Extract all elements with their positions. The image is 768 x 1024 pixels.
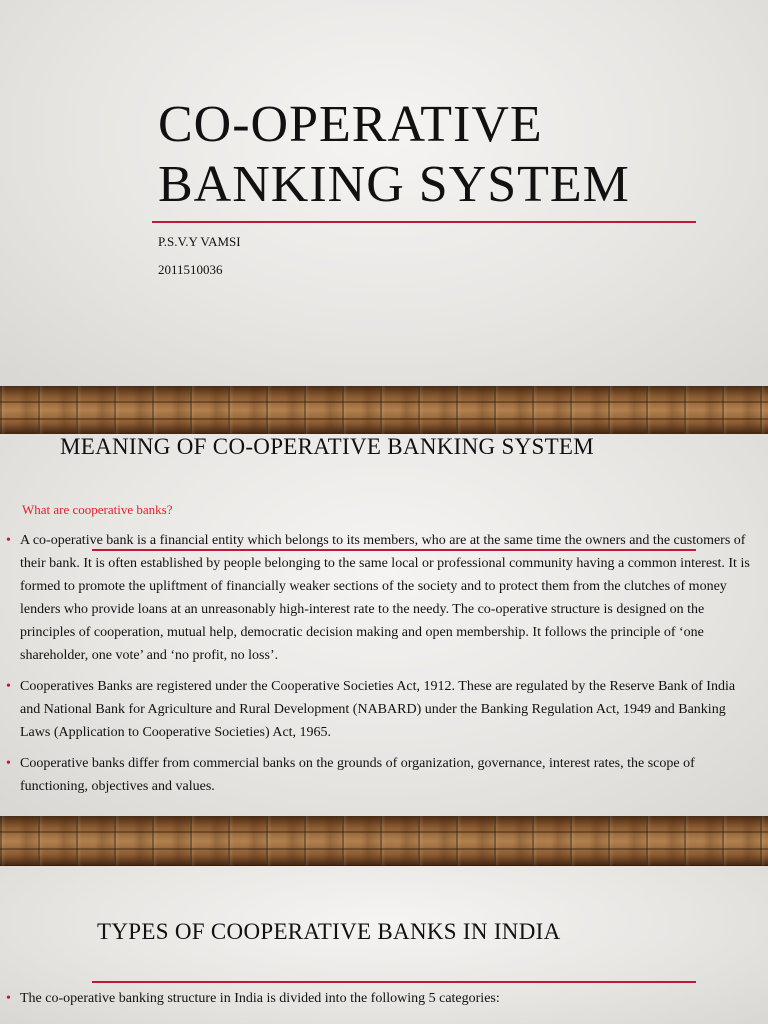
list-item <box>6 988 500 1010</box>
author-name: P.S.V.Y VAMSI <box>158 234 241 249</box>
wood-floor-divider <box>0 816 768 866</box>
title-slide <box>0 0 768 386</box>
title-divider <box>152 221 696 223</box>
bullet-icon: • <box>6 533 11 548</box>
bullet-text: A co-operative bank is a financial entity which belongs to its members, who are at the same time the owners and the customers of their bank. It is often established by people belonging to the same local or professional community having a common interest. It is formed to promote the upliftment of financially weaker sections of the society and to protect them from the clutches of money lenders who provide loans at an unreasonably high-interest rate to the needy. The co-operative structure is designed on the principles of cooperation, mutual help, democratic decision making and open membership. It follows the principle of ‘one shareholder, one vote’ and ‘no profit, no loss’. <box>20 533 750 663</box>
types-slide <box>0 866 768 1024</box>
bullet-icon: • <box>6 991 11 1006</box>
heading-divider <box>92 981 696 983</box>
bullet-text: The co-operative banking structure in India is divided into the following 5 categories: <box>20 991 500 1006</box>
list-item <box>6 529 758 667</box>
slide-title-line2: BANKING SYSTEM <box>158 156 630 213</box>
author-id: 2011510036 <box>158 262 223 277</box>
slide-title <box>158 95 630 215</box>
bullet-list <box>6 529 758 806</box>
list-item <box>6 675 758 744</box>
slide-title-line1: CO-OPERATIVE <box>158 96 543 153</box>
bullet-icon: • <box>6 756 11 771</box>
bullet-icon: • <box>6 679 11 694</box>
slide-heading: MEANING OF CO-OPERATIVE BANKING SYSTEM <box>60 434 595 459</box>
slide-heading: TYPES OF COOPERATIVE BANKS IN INDIA <box>97 919 561 944</box>
list-item <box>6 752 758 798</box>
question-text: What are cooperative banks? <box>22 502 173 517</box>
meaning-slide <box>0 434 768 816</box>
wood-floor-divider <box>0 386 768 434</box>
bullet-text: Cooperatives Banks are registered under the Cooperative Societies Act, 1912. These are regulated by the Reserve Bank of India and National Bank for Agriculture and Rural Development (NABARD) under the Banking Regulation Act, 1949 and Banking Laws (Application to Cooperative Societies) Act, 1965. <box>20 679 736 740</box>
bullet-text: Cooperative banks differ from commercial banks on the grounds of organization, governance, interest rates, the scope of functioning, objectives and values. <box>20 756 695 794</box>
